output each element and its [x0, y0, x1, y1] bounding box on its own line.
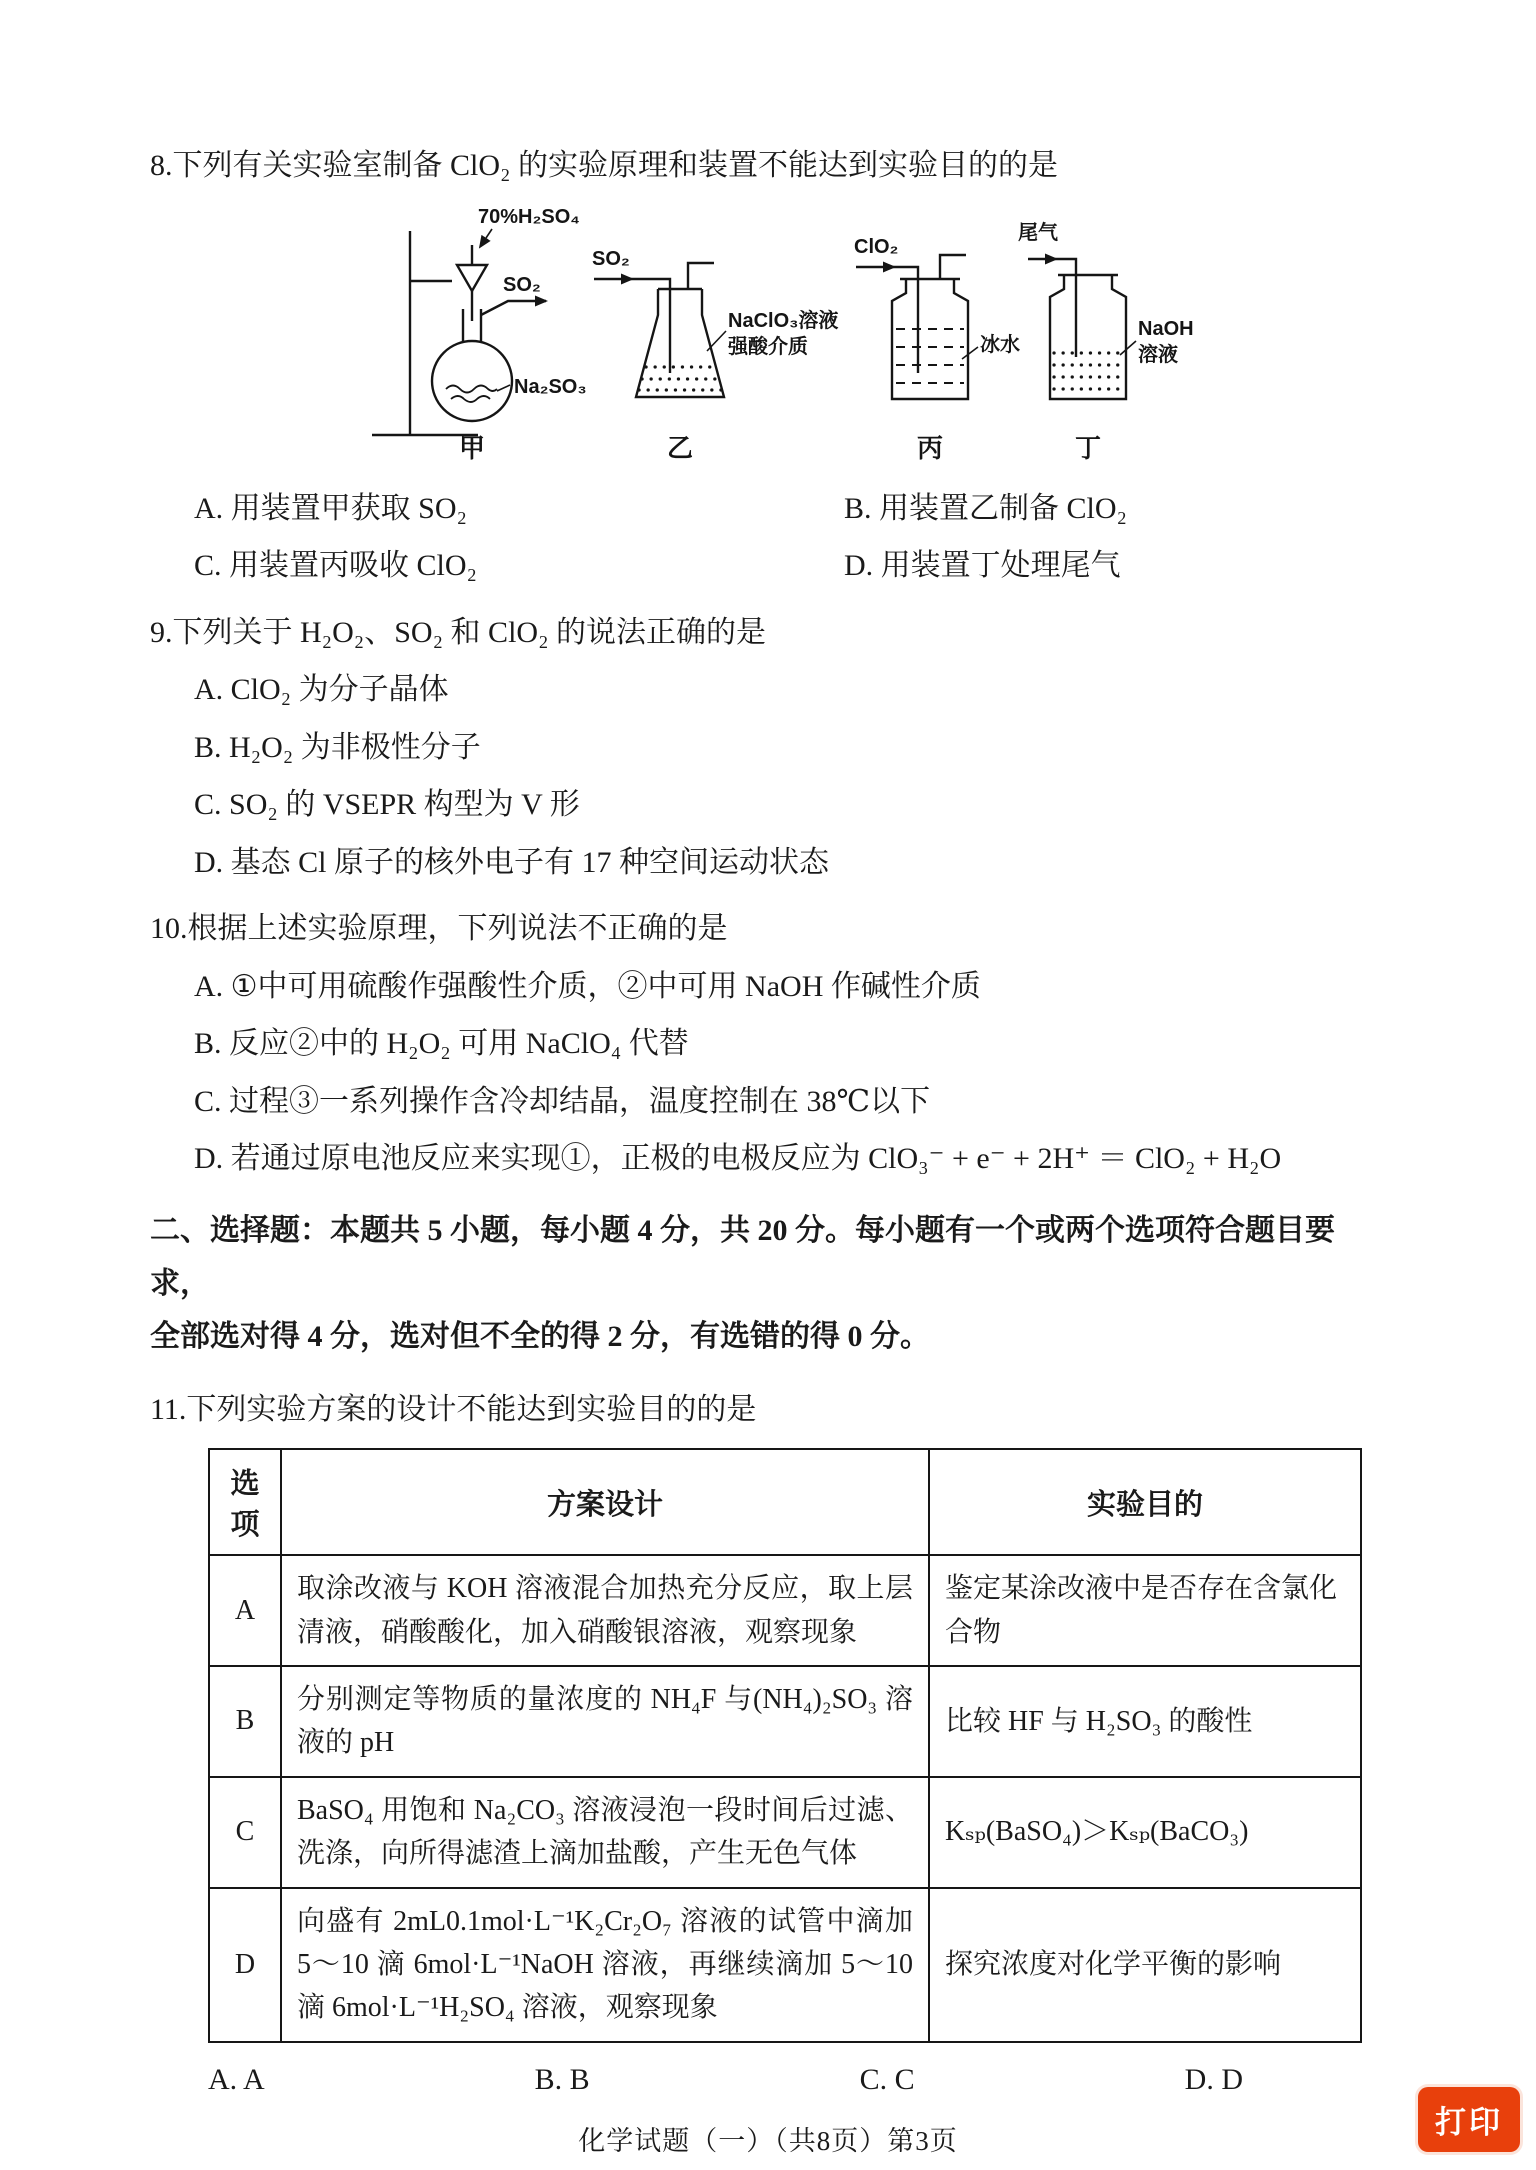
q11-header-option: 选项	[209, 1449, 281, 1555]
label-yi-medium: 强酸介质	[728, 335, 808, 358]
label-yi-name: 乙	[666, 433, 694, 463]
q11-row-d-purpose: 探究浓度对化学平衡的影响	[929, 1888, 1361, 2042]
label-yi-solution: NaClO₃溶液	[728, 309, 839, 332]
question-11	[150, 1390, 1386, 2097]
q11-answer-a: A. A	[208, 2062, 265, 2096]
q8-option-d: D. 用装置丁处理尾气	[844, 549, 1121, 582]
q9-stem: 9.下列关于 H₂O₂、SO₂ 和 ClO₂ 的说法正确的是	[150, 615, 767, 649]
q11-row-d-option: D	[209, 1888, 281, 2042]
label-ding-naoh: NaOH	[1138, 317, 1194, 340]
label-bing-gas: ClO₂	[854, 235, 899, 258]
q11-header-plan: 方案设计	[281, 1449, 929, 1555]
ding-liquid-dots	[1054, 353, 1122, 389]
q11-row-a-plan: 取涂改液与 KOH 溶液混合加热充分反应，取上层清液，硝酸酸化，加入硝酸银溶液，观察现象	[281, 1555, 929, 1666]
q9-option-a: A. ClO₂ 为分子晶体	[194, 673, 449, 706]
q11-row-b-plan: 分别测定等物质的量浓度的 NH₄F 与(NH₄)₂SO₃ 溶液的 pH	[281, 1666, 929, 1777]
q9-option-c: C. SO₂ 的 VSEPR 构型为 V 形	[194, 788, 580, 821]
yi-liquid-dots	[639, 367, 721, 390]
q9-option-d: D. 基态 Cl 原子的核外电子有 17 种空间运动状态	[194, 845, 830, 879]
q11-table	[208, 1448, 1362, 2043]
q11-answer-b: B. B	[534, 2062, 590, 2096]
label-ding-name: 丁	[1074, 433, 1102, 463]
q11-row-c-plan: BaSO₄ 用饱和 Na₂CO₃ 溶液浸泡一段时间后过滤、洗涤，向所得滤渣上滴加盐酸，产生无色气体	[281, 1777, 929, 1888]
apparatus-bing-glassware	[856, 255, 978, 399]
table-row-c	[209, 1777, 1361, 1888]
q9-option-b: B. H₂O₂ 为非极性分子	[194, 730, 481, 764]
q11-answer-d: D. D	[1184, 2062, 1243, 2096]
q8-option-a: A. 用装置甲获取 SO₂	[194, 491, 467, 525]
q11-row-c-purpose: Kₛₚ(BaSO₄)＞Kₛₚ(BaCO₃)	[929, 1777, 1361, 1888]
bing-icewater-lines	[896, 329, 964, 383]
label-yi-gas: SO₂	[592, 247, 630, 270]
section-2-header	[150, 1204, 1386, 1364]
q11-row-b-purpose: 比较 HF 与 H₂SO₃ 的酸性	[929, 1666, 1361, 1777]
label-jia-gas: SO₂	[503, 273, 541, 296]
table-row-a	[209, 1555, 1361, 1666]
table-row-b	[209, 1666, 1361, 1777]
question-9	[150, 613, 1386, 884]
q8-options	[150, 472, 1386, 587]
q11-answer-c: C. C	[859, 2062, 915, 2096]
q11-row-c-option: C	[209, 1777, 281, 1888]
label-ding-solution: 溶液	[1138, 343, 1178, 366]
q10-stem: 10.根据上述实验原理，下列说法不正确的是	[150, 912, 728, 945]
q11-header-purpose: 实验目的	[929, 1449, 1361, 1555]
q8-apparatus-diagram	[360, 201, 1200, 463]
q11-answer-options	[208, 2063, 1243, 2097]
page-footer: 化学试题（一）（共8页）第3页	[578, 2125, 958, 2156]
question-10	[150, 909, 1386, 1180]
q8-option-c: C. 用装置丙吸收 ClO₂	[194, 549, 477, 582]
section-2-line2: 全部选对得 4 分，选对但不全的得 2 分，有选错的得 0 分。	[150, 1320, 930, 1354]
label-ding-gas: 尾气	[1018, 221, 1058, 244]
q10-option-c: C. 过程③一系列操作含冷却结晶，温度控制在 38℃以下	[194, 1084, 931, 1118]
label-jia-name: 甲	[458, 433, 486, 463]
label-bing-name: 丙	[916, 433, 944, 463]
q11-stem: 11.下列实验方案的设计不能达到实验目的的是	[150, 1392, 757, 1426]
q11-row-a-purpose: 鉴定某涂改液中是否存在含氯化合物	[929, 1555, 1361, 1666]
label-jia-solid: Na₂SO₃	[514, 375, 587, 398]
label-jia-acid: 70%H₂SO₄	[478, 205, 580, 228]
q11-row-d-plan: 向盛有 2mL0.1mol·L⁻¹K₂Cr₂O₇ 溶液的试管中滴加 5～10 滴 6mol·L⁻¹NaOH 溶液，再继续滴加 5～10 滴 6mol·L⁻¹H₂SO₄ 溶液，观察现象	[281, 1888, 929, 2042]
apparatus-jia-glassware	[372, 229, 546, 435]
q10-option-d: D. 若通过原电池反应来实现①，正极的电极反应为 ClO₃⁻ + e⁻ + 2H⁺ ＝ ClO₂ + H₂O	[194, 1142, 1282, 1175]
question-8	[150, 146, 1386, 587]
q8-stem: 8.下列有关实验室制备 ClO₂ 的实验原理和装置不能达到实验目的的是	[150, 149, 1058, 182]
q10-option-b: B. 反应②中的 H₂O₂ 可用 NaClO₄ 代替	[194, 1027, 689, 1060]
q11-row-b-option: B	[209, 1666, 281, 1777]
q8-diagram-wrap	[360, 201, 1386, 468]
q11-table-header-row	[209, 1449, 1361, 1555]
print-button[interactable]: 打印	[1418, 2087, 1520, 2152]
q8-option-b: B. 用装置乙制备 ClO₂	[844, 491, 1127, 525]
table-row-d	[209, 1888, 1361, 2042]
q10-option-a: A. ①中可用硫酸作强酸性介质，②中可用 NaOH 作碱性介质	[194, 969, 981, 1003]
q11-row-a-option: A	[209, 1555, 281, 1666]
section-2-line1: 二、选择题：本题共 5 小题，每小题 4 分，共 20 分。每小题有一个或两个选项符合题目要求，	[150, 1213, 1335, 1300]
label-bing-liquid: 冰水	[980, 333, 1020, 356]
apparatus-yi-glassware	[594, 263, 726, 397]
